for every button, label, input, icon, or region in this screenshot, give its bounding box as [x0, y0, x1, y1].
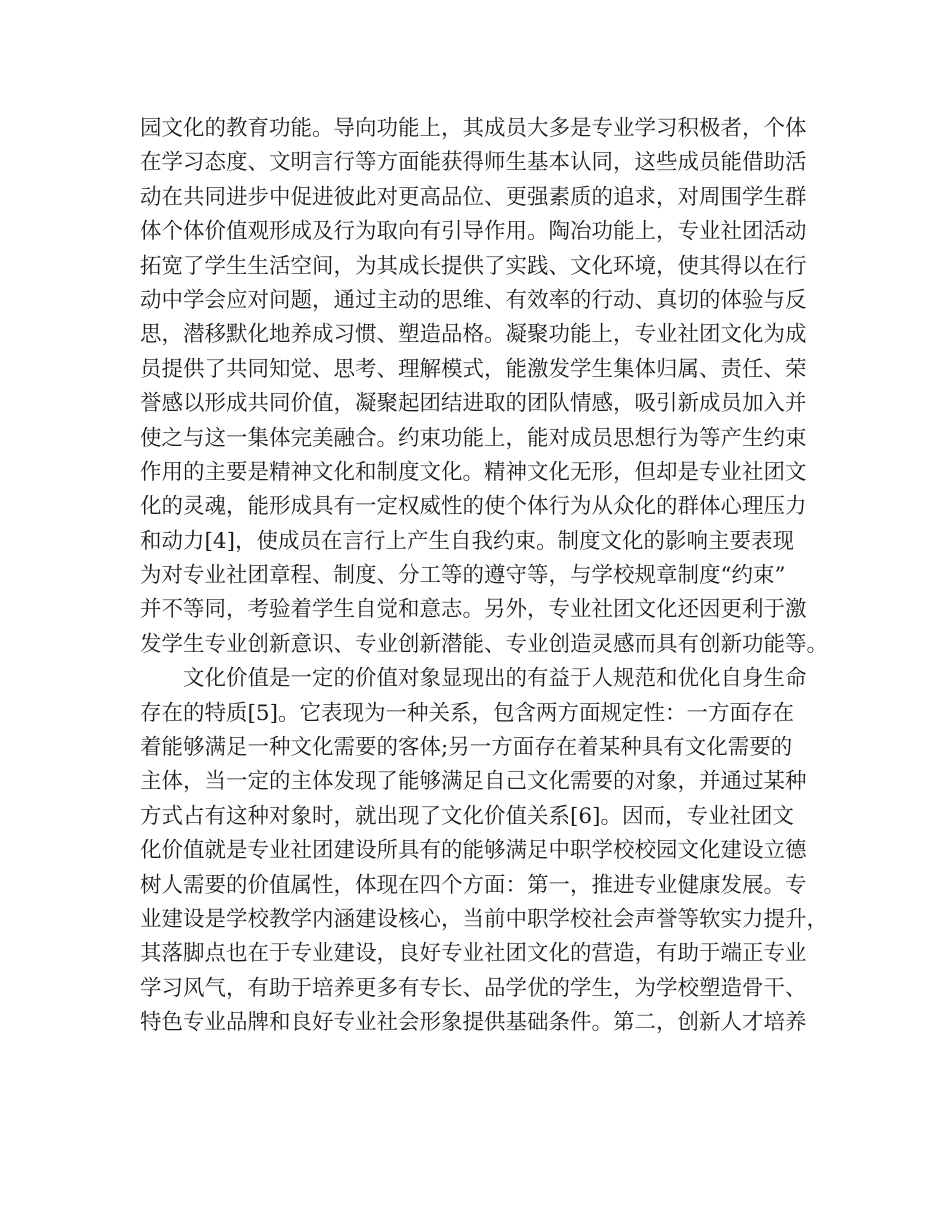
text-line: 存在的特质[5]。它表现为一种关系，包含两方面规定性：一方面存在: [140, 700, 794, 726]
text-line: 特色专业品牌和良好专业社会形象提供基础条件。第二，创新人才培养: [140, 1010, 807, 1036]
text-line: 拓宽了学生生活空间，为其成长提供了实践、文化环境，使其得以在行: [140, 253, 807, 279]
paragraph-2: [140, 662, 840, 1040]
text-line: 业建设是学校教学内涵建设核心，当前中职学校社会声誉等软实力提升，: [140, 906, 829, 932]
text-line: 树人需要的价值属性，体现在四个方面：第一，推进专业健康发展。专: [140, 872, 807, 898]
text-line: 使之与这一集体完美融合。约束功能上，能对成员思想行为等产生约束: [140, 425, 807, 451]
text-line: 并不等同，考验着学生自觉和意志。另外，专业社团文化还因更利于激: [140, 597, 807, 623]
text-line: 动在共同进步中促进彼此对更高品位、更强素质的追求，对周围学生群: [140, 184, 807, 210]
text-line: 动中学会应对问题，通过主动的思维、有效率的行动、真切的体验与反: [140, 287, 807, 313]
text-line: 思，潜移默化地养成习惯、塑造品格。凝聚功能上，专业社团文化为成: [140, 322, 807, 348]
text-line: 主体，当一定的主体发现了能够满足自己文化需要的对象，并通过某种: [140, 769, 807, 795]
text-line: 学习风气，有助于培养更多有专长、品学优的学生，为学校塑造骨干、: [140, 975, 807, 1001]
paragraph-1: [140, 112, 840, 662]
text-line: 其落脚点也在于专业建设，良好专业社团文化的营造，有助于端正专业: [140, 941, 807, 967]
text-line: 化价值就是专业社团建设所具有的能够满足中职学校校园文化建设立德: [140, 838, 807, 864]
text-line: 和动力[4]，使成员在言行上产生自我约束。制度文化的影响主要表现: [140, 528, 794, 554]
body-text: [140, 112, 840, 1041]
text-line: 发学生专业创新意识、专业创新潜能、专业创造灵感而具有创新功能等。: [140, 631, 829, 657]
text-line: 在学习态度、文明言行等方面能获得师生基本认同，这些成员能借助活: [140, 150, 807, 176]
text-line: 化的灵魂，能形成具有一定权威性的使个体行为从众化的群体心理压力: [140, 494, 807, 520]
text-line: 员提供了共同知觉、思考、理解模式，能激发学生集体归属、责任、荣: [140, 356, 807, 382]
text-line: 誉感以形成共同价值，凝聚起团结进取的团队情感，吸引新成员加入并: [140, 391, 807, 417]
text-line: 方式占有这种对象时，就出现了文化价值关系[6]。因而，专业社团文: [140, 803, 794, 829]
text-line: 着能够满足一种文化需要的客体;另一方面存在着某种具有文化需要的: [140, 735, 793, 761]
text-line: 作用的主要是精神文化和制度文化。精神文化无形，但却是专业社团文: [140, 459, 807, 485]
text-line: 文化价值是一定的价值对象显现出的有益于人规范和优化自身生命: [183, 666, 807, 692]
text-line: 园文化的教育功能。导向功能上，其成员大多是专业学习积极者，个体: [140, 116, 807, 141]
text-line: 为对专业社团章程、制度、分工等的遵守等，与学校规章制度“约束”: [140, 563, 786, 589]
text-line: 体个体价值观形成及行为取向有引导作用。陶冶功能上，专业社团活动: [140, 219, 807, 245]
